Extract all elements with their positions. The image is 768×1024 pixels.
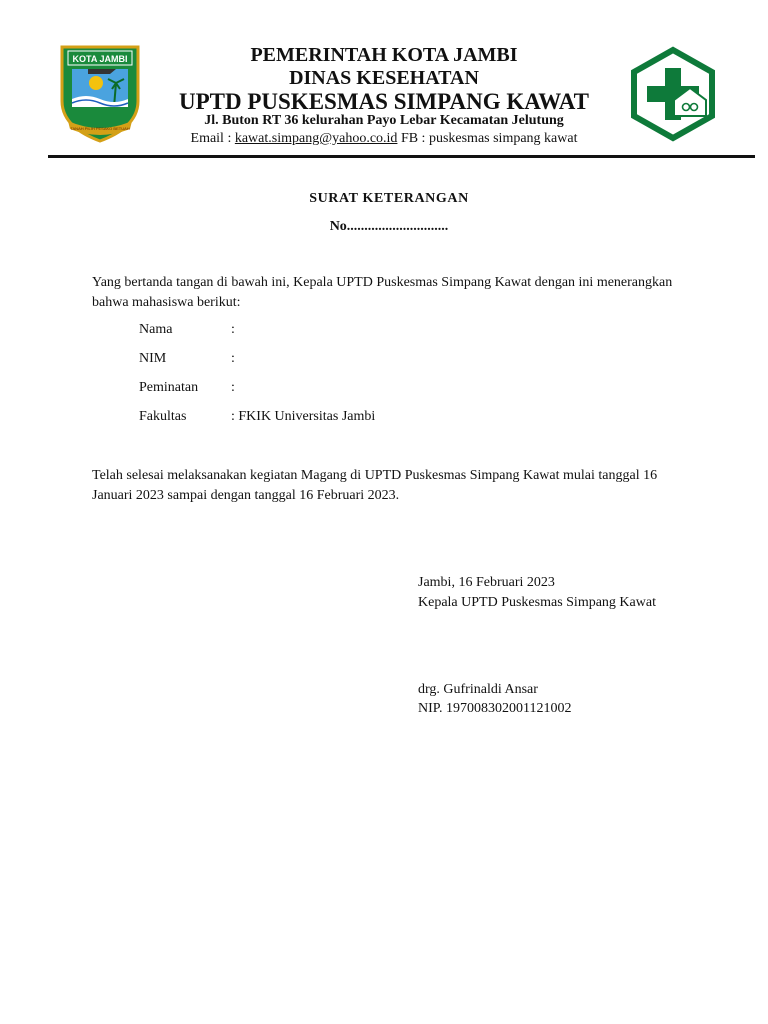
- header-institution: UPTD PUSKESMAS SIMPANG KAWAT: [179, 89, 589, 114]
- field-fakultas: [139, 409, 375, 425]
- body-paragraph: Telah selesai melaksanakan kegiatan Magang di UPTD Puskesmas Simpang Kawat mulai tanggal 16 Januari 2023 sampai dengan tanggal 16 Februari 2023.: [92, 468, 658, 503]
- email-label: Email :: [190, 131, 235, 146]
- emblem-motto: TANAH PILIH PESAKO BETUAH: [70, 126, 130, 131]
- field-label: Peminatan: [139, 380, 199, 395]
- emblem-banner-text: KOTA JAMBI: [72, 54, 128, 64]
- letter-title: SURAT KETERANGAN: [309, 191, 469, 206]
- intro-paragraph: Yang bertanda tangan di bawah ini, Kepala UPTD Puskesmas Simpang Kawat dengan ini menerangkan bahwa mahasiswa berikut:: [92, 275, 673, 310]
- field-label: NIM: [139, 351, 167, 366]
- header-divider: [48, 155, 755, 158]
- field-value: :: [231, 380, 235, 395]
- letter-number: No.............................: [329, 219, 449, 234]
- signature-position: Kepala UPTD Puskesmas Simpang Kawat: [418, 595, 656, 610]
- header-government: PEMERINTAH KOTA JAMBI: [250, 44, 518, 66]
- field-nim: [139, 351, 235, 367]
- field-label: Nama: [139, 322, 173, 337]
- field-value: : FKIK Universitas Jambi: [231, 409, 376, 424]
- email-link[interactable]: kawat.simpang@yahoo.co.id: [234, 131, 398, 146]
- signature-name: drg. Gufrinaldi Ansar: [418, 682, 538, 697]
- puskesmas-logo-icon: [628, 44, 718, 144]
- field-value: :: [231, 322, 235, 337]
- field-value: :: [231, 351, 235, 366]
- header-contact: [150, 131, 618, 147]
- field-nama: [139, 322, 235, 338]
- field-label: Fakultas: [139, 409, 187, 424]
- facebook-text: FB : puskesmas simpang kawat: [397, 131, 578, 146]
- header-agency: DINAS KESEHATAN: [289, 67, 479, 89]
- field-peminatan: [139, 380, 235, 396]
- signature-place-date: Jambi, 16 Februari 2023: [418, 575, 555, 590]
- header-address: Jl. Buton RT 36 kelurahan Payo Lebar Kecamatan Jelutung: [204, 113, 564, 128]
- kota-jambi-emblem-icon: [58, 43, 142, 145]
- signature-nip: NIP. 197008302001121002: [418, 701, 572, 716]
